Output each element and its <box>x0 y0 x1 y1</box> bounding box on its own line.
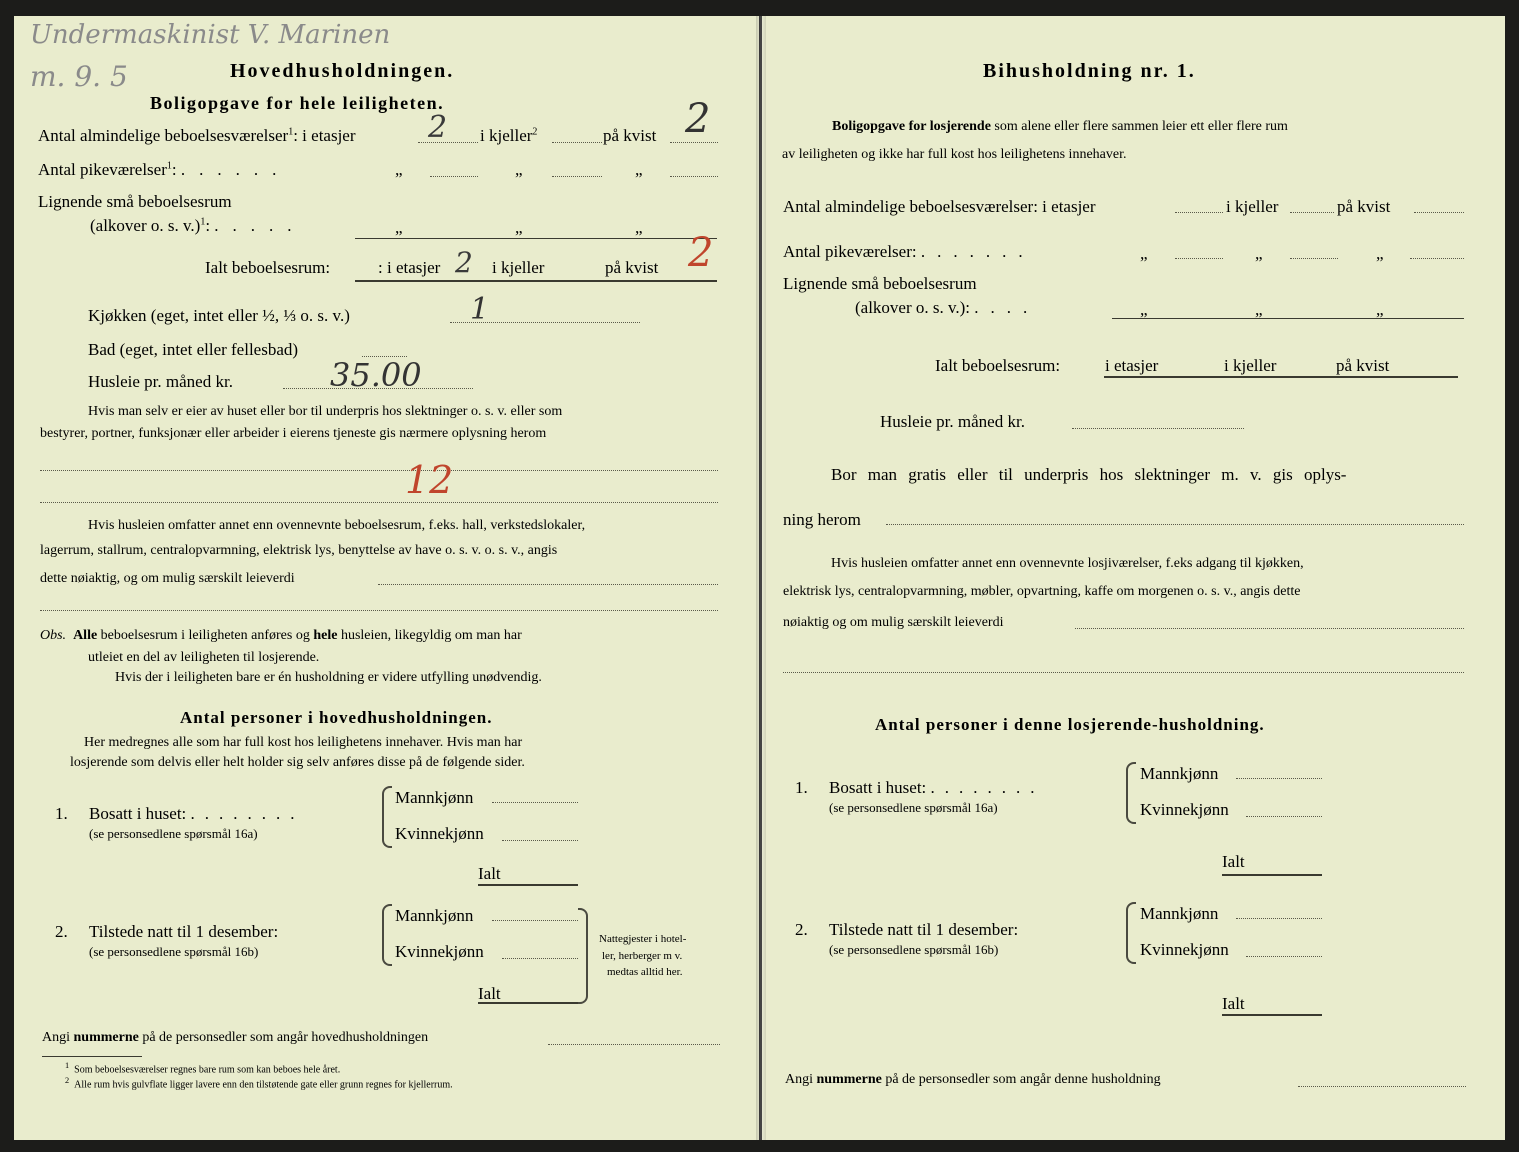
right-lign-ditto-1: „ <box>1140 300 1148 319</box>
footnote-1-text: Som beboelsesværelser regnes bare rum som kan beboes hele året. <box>74 1064 341 1076</box>
bosatt-mann-field[interactable] <box>492 802 578 803</box>
husleie-value: 35.00 <box>330 356 422 394</box>
right-pike-etasjer-field[interactable] <box>1175 258 1223 259</box>
right-tilstede-number: 2. <box>795 920 808 939</box>
right-bor-field[interactable] <box>886 524 1464 525</box>
bosatt-ialt-label: Ialt <box>478 864 501 883</box>
footnote-ref-1b: 1 <box>166 160 172 172</box>
personer-line-2: losjerende som delvis eller helt holder sig selv anføres disse på de følgende sider. <box>70 755 525 770</box>
right-personer-title: Antal personer i denne losjerende-husholdning. <box>875 715 1265 734</box>
omfatter-field-2[interactable] <box>40 610 718 611</box>
right-kvist-label: på kvist <box>1337 197 1391 216</box>
tilstede-ialt-label: Ialt <box>478 984 501 1003</box>
eier-line-2: bestyrer, portner, funksjonær eller arbeider i eierens tjeneste gis nærmere oplysning herom <box>40 426 547 441</box>
right-tilstede-sub: (se personsedlene spørsmål 16b) <box>829 942 999 957</box>
pike-ditto-3: „ <box>635 160 643 179</box>
right-bosatt-ialt-field[interactable] <box>1222 874 1322 876</box>
right-ialt-kjeller-label: i kjeller <box>1224 356 1277 375</box>
bosatt-sub: (se personsedlene spørsmål 16a) <box>89 826 258 841</box>
tilstede-kvinne-label: Kvinnekjønn <box>395 942 484 961</box>
antal-label-text: Antal almindelige beboelsesværelser <box>38 126 289 145</box>
right-pike-kjeller-field[interactable] <box>1290 258 1338 259</box>
tilstede-ialt-field[interactable] <box>478 1002 578 1004</box>
tilstede-brace <box>382 904 392 966</box>
angi-nummerne: nummerne <box>73 1030 139 1045</box>
right-tilstede-brace <box>1126 902 1136 964</box>
natt-note-1: Nattegjester i hotel- <box>599 933 687 945</box>
pike-suffix: : <box>171 160 177 179</box>
ialt-label: Ialt beboelsesrum: <box>205 258 331 277</box>
pike-kjeller-field[interactable] <box>552 176 602 177</box>
right-tilstede-kvinne-label: Kvinnekjønn <box>1140 940 1229 959</box>
etasjer-field[interactable] <box>418 142 478 143</box>
angi-c: på de personsedler som angår hovedhusholdningen <box>142 1030 429 1045</box>
obs-text-1: beboelsesrum i leiligheten anføres og <box>100 628 310 643</box>
right-bosatt-sub: (se personsedlene spørsmål 16a) <box>829 800 998 815</box>
right-bosatt-brace <box>1126 762 1136 824</box>
right-bosatt-number: 1. <box>795 778 808 797</box>
bad-label: Bad (eget, intet eller fellesbad) <box>88 340 299 359</box>
footnote-ref-1: 1 <box>288 126 294 138</box>
right-angi-a: Angi <box>785 1072 813 1087</box>
eier-line-1: Hvis man selv er eier av huset eller bor til underpris hos slektninger o. s. v. eller som <box>88 404 563 419</box>
red-number: 12 <box>405 458 454 502</box>
ialt-kjeller-label: i kjeller <box>492 258 545 277</box>
footnote-ref-2: 2 <box>532 126 538 138</box>
lign-field[interactable] <box>355 238 717 239</box>
obs-alle: Alle <box>73 628 98 643</box>
right-ialt-label: Ialt beboelsesrum: <box>935 356 1061 375</box>
tilstede-mann-field[interactable] <box>492 920 578 921</box>
right-kjeller-label: i kjeller <box>1226 197 1279 216</box>
natt-brace <box>578 908 588 1004</box>
kvist-field[interactable] <box>670 142 718 143</box>
right-antal-label: Antal almindelige beboelsesværelser: i etasjer <box>783 197 1096 216</box>
right-bosatt-kvinne-field[interactable] <box>1246 816 1322 817</box>
right-tilstede-label: Tilstede natt til 1 desember: <box>829 920 1019 939</box>
right-pike-text: Antal pikeværelser: <box>783 242 917 261</box>
kjeller-label-text: i kjeller <box>480 126 533 145</box>
bosatt-ialt-field[interactable] <box>478 884 578 886</box>
right-intro-1 <box>832 119 1288 135</box>
lign-ditto-2: „ <box>515 218 523 237</box>
right-lign-2: (alkover o. s. v.): .... <box>855 298 1040 317</box>
handwritten-code: m. 9. 5 <box>30 60 128 93</box>
right-bosatt-kvinne-label: Kvinnekjønn <box>1140 800 1229 819</box>
right-lign-ditto-2: „ <box>1255 300 1263 319</box>
tilstede-sub: (se personsedlene spørsmål 16b) <box>89 944 259 959</box>
omfatter-line-3: dette nøiaktig, og om mulig særskilt leieverdi <box>40 571 295 586</box>
angi-line <box>42 1030 428 1046</box>
right-angi-c: på de personsedler som angår denne husholdning <box>885 1072 1161 1087</box>
ialt-underline <box>355 280 717 282</box>
right-omfatter-2: elektrisk lys, centralopvarmning, møbler, opvartning, kaffe om morgenen o. s. v., angis dette <box>783 584 1301 599</box>
personer-line-1: Her medregnes alle som har full kost hos leilighetens innehaver. Hvis man har <box>84 735 523 750</box>
obs-label: Obs. <box>40 628 67 643</box>
right-husleie-label: Husleie pr. måned kr. <box>880 412 1025 431</box>
right-bor-line-1: Bor man gratis eller til underpris hos slektninger m. v. gis oplys- <box>831 465 1347 484</box>
right-intro-text: som alene eller flere sammen leier ett eller flere rum <box>994 119 1288 134</box>
pike-ditto-1: „ <box>395 160 403 179</box>
obs-line-2: utleiet en del av leiligheten til losjerende. <box>88 650 320 665</box>
page-title: Hovedhusholdningen. <box>230 60 455 82</box>
pike-label-text: Antal pikeværelser <box>38 160 167 179</box>
antal-label <box>38 126 356 146</box>
tilstede-number: 2. <box>55 922 68 941</box>
kvist-value: 2 <box>685 96 711 142</box>
etasjer-value: 2 <box>428 110 448 145</box>
right-bosatt-ialt-label: Ialt <box>1222 852 1245 871</box>
natt-note-3: medtas alltid her. <box>607 966 683 978</box>
right-title: Bihusholdning nr. 1. <box>983 60 1196 82</box>
handwritten-occupation: Undermaskinist V. Marinen <box>30 20 391 50</box>
lign-label-1: Lignende små beboelsesrum <box>38 192 232 211</box>
right-bosatt-label: Bosatt i huset: ........ <box>829 778 1045 797</box>
right-kjeller-field[interactable] <box>1290 212 1334 213</box>
i-etasjer-label: : i etasjer <box>293 126 356 145</box>
right-tilstede-mann-label: Mannkjønn <box>1140 904 1219 923</box>
tilstede-mann-label: Mannkjønn <box>395 906 474 925</box>
lign-ditto-3: „ <box>635 218 643 237</box>
bosatt-kvinne-label: Kvinnekjønn <box>395 824 484 843</box>
right-pike-label: Antal pikeværelser: ....... <box>783 242 1035 261</box>
husleie-label: Husleie pr. måned kr. <box>88 372 233 391</box>
bosatt-kvinne-field[interactable] <box>502 840 578 841</box>
pike-label: Antal pikeværelser$^1$: ...... <box>38 160 291 179</box>
lign-label-2-text: (alkover o. s. v.) <box>90 216 201 235</box>
footnote-1-num: 1 <box>65 1061 70 1070</box>
obs-line-1 <box>40 628 522 644</box>
right-ialt-kvist-label: på kvist <box>1336 356 1390 375</box>
bosatt-brace <box>382 786 392 848</box>
tilstede-kvinne-field[interactable] <box>502 958 578 959</box>
right-ialt-etasjer-label: i etasjer <box>1105 356 1159 375</box>
angi-a: Angi <box>42 1030 70 1045</box>
right-bosatt-mann-label: Mannkjønn <box>1140 764 1219 783</box>
obs-text-2: husleien, likegyldig om man har <box>340 628 522 643</box>
right-bosatt-text: Bosatt i huset: <box>829 778 927 797</box>
lign-ditto-1: „ <box>395 218 403 237</box>
right-ialt-underline <box>1104 376 1458 378</box>
obs-line-3: Hvis der i leiligheten bare er én husholdning er videre utfylling unødvendig. <box>115 670 542 685</box>
bosatt-label: Bosatt i huset: ........ <box>89 804 305 823</box>
right-omfatter-field-2[interactable] <box>783 672 1464 673</box>
right-tilstede-ialt-field[interactable] <box>1222 1014 1322 1016</box>
kjokken-label: Kjøkken (eget, intet eller ½, ⅓ o. s. v.) <box>88 306 350 325</box>
bosatt-number: 1. <box>55 804 68 823</box>
right-pike-ditto-1: „ <box>1140 244 1148 263</box>
personer-title: Antal personer i hovedhusholdningen. <box>180 708 493 727</box>
right-pike-ditto-2: „ <box>1255 244 1263 263</box>
ialt-kvist-label: på kvist <box>605 258 659 277</box>
right-bor-line-2: ning herom <box>783 510 861 529</box>
right-tilstede-ialt-label: Ialt <box>1222 994 1245 1013</box>
omfatter-field-1[interactable] <box>378 584 718 585</box>
right-angi-line <box>785 1072 1161 1088</box>
right-lign-ditto-3: „ <box>1376 300 1384 319</box>
omfatter-line-2: lagerrum, stallrum, centralopvarmning, elektrisk lys, benyttelse av have o. s. v. o. s. v., angis <box>40 543 558 558</box>
right-husleie-field[interactable] <box>1072 428 1244 429</box>
eier-field-2[interactable] <box>40 502 718 503</box>
ialt-kvist-value: 2 <box>688 230 714 276</box>
kvist-label: på kvist <box>603 126 657 145</box>
page-subtitle: Boligopgave for hele leiligheten. <box>150 93 445 113</box>
right-pike-kvist-field[interactable] <box>1410 258 1464 259</box>
lign-suffix: : <box>205 216 211 235</box>
footnote-1 <box>65 1061 340 1075</box>
eier-field-1[interactable] <box>40 470 718 471</box>
lign-label-2: (alkover o. s. v.)$^1$: ..... <box>90 216 306 235</box>
bosatt-label-text: Bosatt i huset: <box>89 804 187 823</box>
right-etasjer-field[interactable] <box>1175 212 1223 213</box>
ialt-etasjer-label: : i etasjer <box>378 258 441 277</box>
pike-etasjer-field[interactable] <box>430 176 478 177</box>
pike-ditto-2: „ <box>515 160 523 179</box>
right-angi-field[interactable] <box>1298 1086 1466 1087</box>
footnote-ref-1c: 1 <box>200 216 206 228</box>
omfatter-line-1: Hvis husleien omfatter annet enn ovennevnte beboelsesrum, f.eks. hall, verkstedslokaler, <box>88 518 586 533</box>
footnote-2 <box>65 1076 453 1090</box>
right-omfatter-field-1[interactable] <box>1075 628 1464 629</box>
tilstede-label: Tilstede natt til 1 desember: <box>89 922 279 941</box>
right-omfatter-1: Hvis husleien omfatter annet enn ovennevnte losjiværelser, f.eks adgang til kjøkken, <box>831 556 1304 571</box>
footnote-2-num: 2 <box>65 1076 70 1085</box>
obs-hele: hele <box>313 628 338 643</box>
pike-kvist-field[interactable] <box>670 176 718 177</box>
right-intro-bold: Boligopgave for losjerende <box>832 119 991 134</box>
right-omfatter-3: nøiaktig og om mulig særskilt leieverdi <box>783 615 1004 630</box>
kjeller-label <box>480 126 537 146</box>
footnote-2-text: Alle rum hvis gulvflate ligger lavere enn den tilstøtende gate eller grunn regnes for kjellerrum. <box>74 1079 453 1091</box>
right-tilstede-kvinne-field[interactable] <box>1246 956 1322 957</box>
right-lign-1: Lignende små beboelsesrum <box>783 274 977 293</box>
ialt-etasjer-value: 2 <box>455 246 473 279</box>
natt-note-2: ler, herberger m v. <box>602 950 683 962</box>
right-angi-nummerne: nummerne <box>816 1072 882 1087</box>
kjokken-value: 1 <box>470 292 490 327</box>
right-pike-ditto-3: „ <box>1376 244 1384 263</box>
right-kvist-field[interactable] <box>1414 212 1464 213</box>
right-lign-2-text: (alkover o. s. v.): <box>855 298 971 317</box>
right-lign-field[interactable] <box>1112 318 1464 319</box>
page-fold <box>756 16 766 1140</box>
angi-field[interactable] <box>548 1044 720 1045</box>
footnote-rule <box>42 1056 142 1057</box>
right-intro-2: av leiligheten og ikke har full kost hos leilighetens innehaver. <box>782 147 1127 162</box>
kjeller-field[interactable] <box>552 142 602 143</box>
bosatt-mann-label: Mannkjønn <box>395 788 474 807</box>
right-tilstede-mann-field[interactable] <box>1236 918 1322 919</box>
right-bosatt-mann-field[interactable] <box>1236 778 1322 779</box>
right-page <box>762 16 1505 1140</box>
